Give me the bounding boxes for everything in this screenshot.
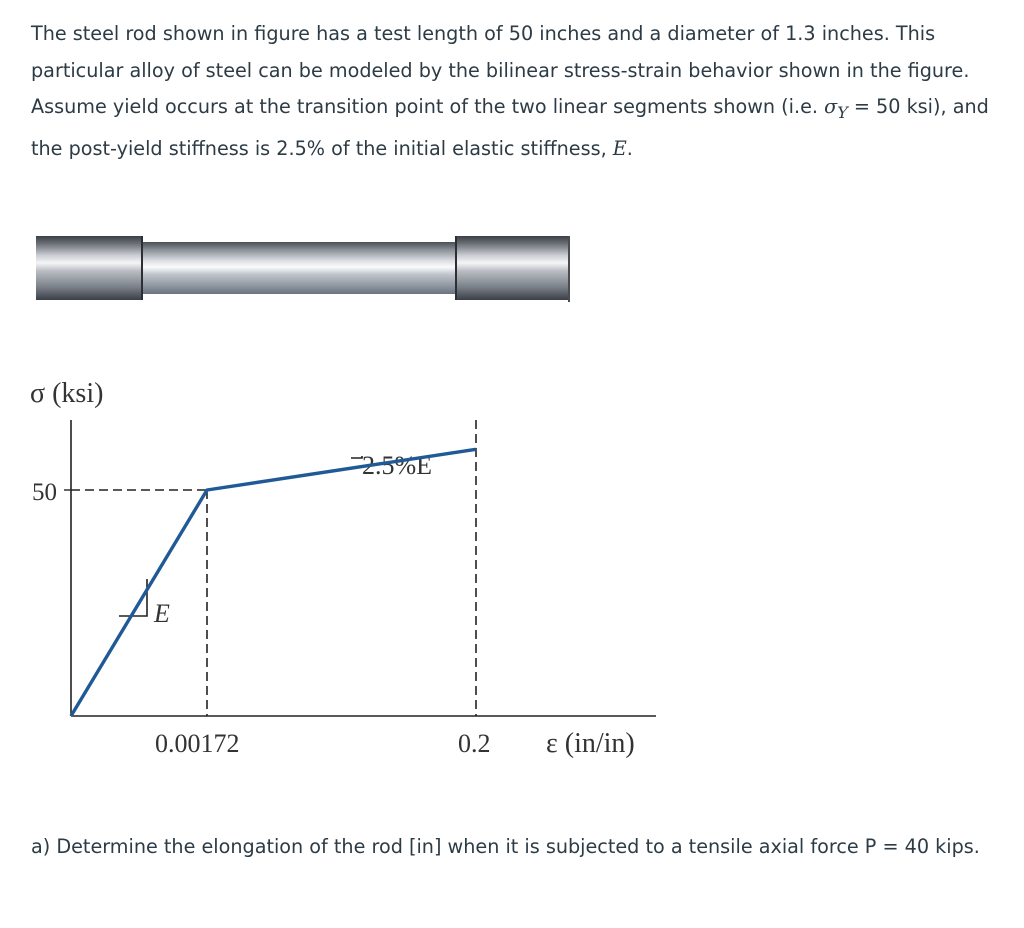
sigma-symbol: σ: [824, 95, 838, 118]
x-tick-end-strain: 0.2: [458, 729, 491, 758]
elastic-modulus-symbol: E: [612, 137, 627, 161]
sigma-subscript-letter: Y: [837, 102, 848, 122]
y-axis-label: σ (ksi): [30, 378, 104, 409]
elastic-slope-label: E: [154, 599, 170, 628]
x-axis-label: ε (in/in): [546, 728, 635, 759]
rod-right-grip: [456, 236, 568, 300]
y-tick-50: 50: [32, 479, 57, 506]
problem-statement: [31, 16, 1006, 168]
problem-text-part1: The steel rod shown in figure has a test length of 50 inches and a diameter of 1.3 inches. This particular alloy of steel can be modeled by the bilinear stress-strain behavior shown in the figure. Assume yield occurs at the transition point of the two linear segments shown (i.e.: [31, 22, 970, 118]
problem-text-part2: = 50 ksi), and the post-yield stiffness is 2.5% of the initial elastic stiffness,: [31, 95, 989, 161]
rod-shaft: [142, 242, 458, 294]
plastic-slope-triangle: [351, 456, 362, 458]
rod-left-grip: [36, 236, 142, 300]
problem-text-end: .: [626, 137, 633, 161]
question-a: a) Determine the elongation of the rod [in] when it is subjected to a tensile axial force P = 40 kips.: [31, 835, 980, 858]
plastic-slope-label: 2.5%E: [362, 451, 433, 480]
stress-strain-diagram: [28, 370, 668, 770]
sigma-subscript: [837, 103, 848, 122]
steel-rod-image: [36, 234, 572, 304]
x-tick-yield-strain: 0.00172: [155, 729, 240, 758]
